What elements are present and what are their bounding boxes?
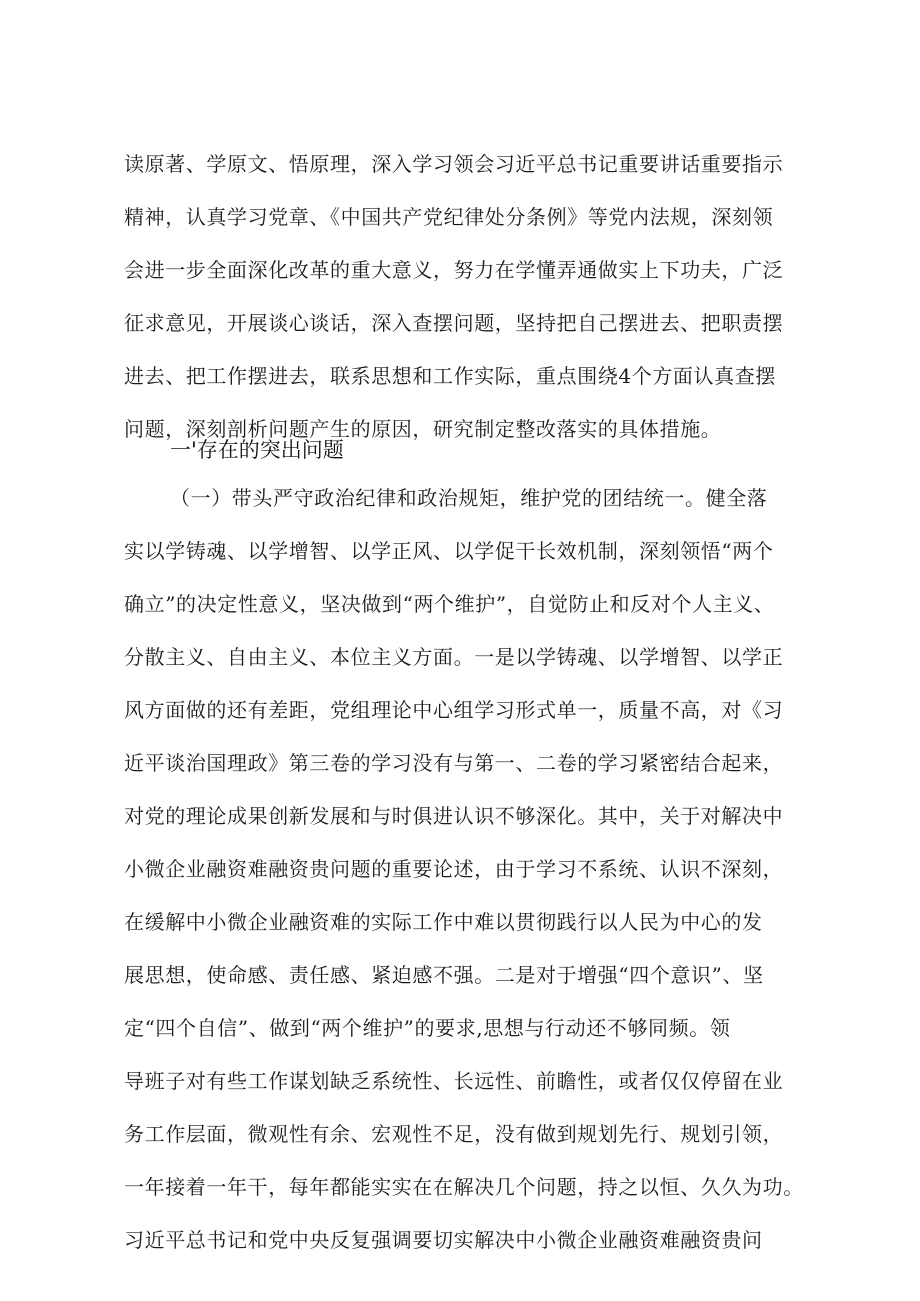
body-line: 实以学铸魂、以学增智、以学正风、以学促干长效机制，深刻领悟“两个 <box>124 539 774 563</box>
section-heading: 一'存在的突出问题 <box>170 438 344 462</box>
body-line: 确立”的决定性意义，坚决做到“两个维护”，自觉防止和反对个人主义、 <box>124 592 775 616</box>
intro-line: 征求意见，开展谈心谈话，深入查摆问题，坚持把自己摆进去、把职责摆 <box>124 311 784 335</box>
body-line: 一年接着一年干，每年都能实实在在解决几个问题，持之以恒、久久为功。 <box>124 1175 804 1199</box>
body-line: 近平谈治国理政》第三卷的学习没有与第一、二卷的学习紧密结合起来， <box>124 751 784 775</box>
intro-line: 问题，深刻剖析问题产生的原因，研究制定整改落实的具体措施。 <box>124 417 722 441</box>
body-line: 对党的理论成果创新发展和与时俱进认识不够深化。其中，关于对解决中 <box>124 804 784 828</box>
body-line: （一）带头严守政治纪律和政治规矩，维护党的团结统一。健全落 <box>170 486 768 510</box>
body-line: 在缓解中小微企业融资难的实际工作中难以贯彻践行以人民为中心的发 <box>124 910 763 934</box>
intro-line: 进去、把工作摆进去，联系思想和工作实际，重点围绕4个方面认真查摆 <box>124 364 776 388</box>
body-line: 务工作层面，微观性有余、宏观性不足，没有做到规划先行、规划引领， <box>124 1122 784 1146</box>
body-line: 小微企业融资难融资贵问题的重要论述，由于学习不系统、认识不深刻， <box>124 857 784 881</box>
body-line: 定“四个自信”、做到“两个维护”的要求,思想与行动还不够同频。领 <box>124 1016 731 1040</box>
intro-line: 精神，认真学习党章、《中国共产党纪律处分条例》等党内法规，深刻领 <box>124 205 774 229</box>
body-line: 展思想，使命感、责任感、紧迫感不强。二是对于增强“四个意识”、坚 <box>124 963 764 987</box>
intro-line: 读原著、学原文、悟原理，深入学习领会习近平总书记重要讲话重要指示 <box>124 152 784 176</box>
body-line: 习近平总书记和党中央反复强调要切实解决中小微企业融资难融资贵问 <box>124 1228 763 1252</box>
intro-line: 会进一步全面深化改革的重大意义，努力在学懂弄通做实上下功夫，广泛 <box>124 258 784 282</box>
body-line: 风方面做的还有差距，党组理论中心组学习形式单一，质量不高，对《习 <box>124 698 784 722</box>
body-line: 导班子对有些工作谋划缺乏系统性、长远性、前瞻性，或者仅仅停留在业 <box>124 1069 784 1093</box>
body-line: 分散主义、自由主义、本位主义方面。一是以学铸魂、以学增智、以学正 <box>124 645 784 669</box>
